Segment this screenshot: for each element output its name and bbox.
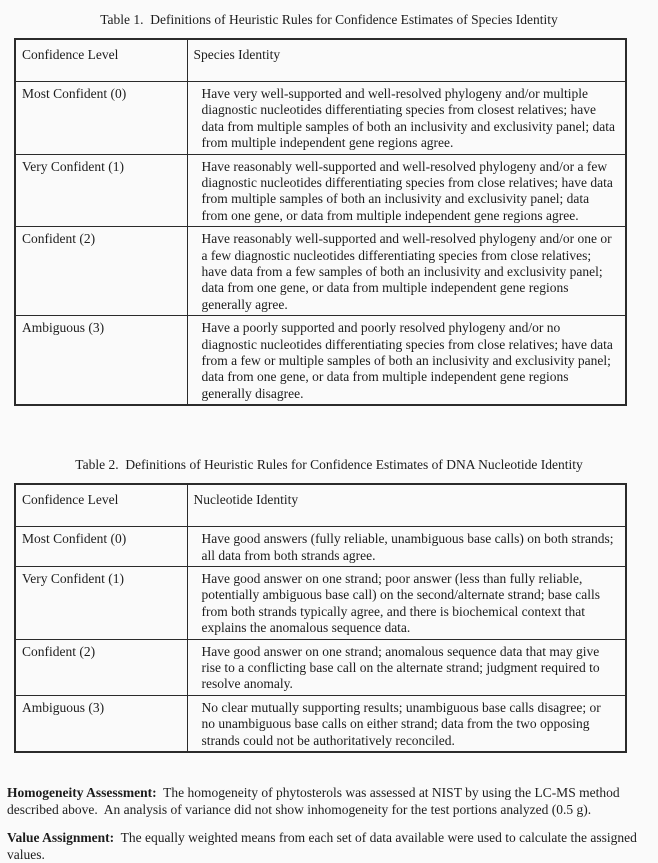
table-row: [15, 39, 626, 82]
value-assignment-note: [7, 830, 651, 863]
confidence-level-cell: Confident (2): [15, 639, 187, 695]
table-1-title: Table 1. Definitions of Heuristic Rules for Confidence Estimates of Species Identity: [100, 12, 558, 27]
confidence-level-cell: Very Confident (1): [15, 154, 187, 227]
table-2-body: [15, 527, 626, 752]
table-1-body: [15, 81, 626, 405]
table-row: [15, 695, 626, 752]
table-row: [15, 527, 626, 567]
table-2-title: Table 2. Definitions of Heuristic Rules for Confidence Estimates of DNA Nucleotide Identity: [75, 457, 583, 473]
definition-cell: Have reasonably well-supported and well-resolved phylogeny and/or one or a few diagnostic nucleotides differentiating species from close relatives; have data from a few samples of both an inclusivity and exclusivity panel; data from one gene, or data from multiple independent gene regions generally agree.: [187, 227, 626, 316]
confidence-level-cell: Ambiguous (3): [15, 695, 187, 752]
note-label: Homogeneity Assessment:: [7, 785, 157, 800]
notes-section: [7, 785, 651, 863]
table-row: [15, 639, 626, 695]
table-row: [15, 566, 626, 639]
table-row: [15, 227, 626, 316]
definition-cell: Have a poorly supported and poorly resolved phylogeny and/or no diagnostic nucleotides differentiating species from close relatives; have data from a few or multiple samples of both an inclusivity and exclusivity panel; data from one gene, or data from multiple independent gene regions generally disagree.: [187, 316, 626, 406]
column-header-confidence-level: Confidence Level: [15, 39, 187, 82]
confidence-level-cell: Confident (2): [15, 227, 187, 316]
definition-cell: Have good answers (fully reliable, unambiguous base calls) on both strands; all data from both strands agree.: [187, 527, 626, 567]
definition-cell: Have good answer on one strand; anomalous sequence data that may give rise to a conflicting base call on the alternate strand; judgment required to resolve anomaly.: [187, 639, 626, 695]
column-header-confidence-level: Confidence Level: [15, 484, 187, 527]
note-text: The homogeneity of phytosterols was assessed at NIST by using the LC-MS method described above. An analysis of variance did not show inhomogeneity for the test portions analyzed (0.5 g).: [7, 785, 623, 817]
definition-cell: Have very well-supported and well-resolved phylogeny and/or multiple diagnostic nucleotides differentiating species from closest relatives; have data from multiple samples of both an inclusivity and exclusivity panel; data from multiple independent gene regions agree.: [187, 81, 626, 154]
table-2-header: [15, 484, 626, 527]
definition-cell: No clear mutually supporting results; unambiguous base calls disagree; or no unambiguous base calls on either strand; data from the two opposing strands could not be authoritatively reconciled.: [187, 695, 626, 752]
column-header-nucleotide-identity: Nucleotide Identity: [187, 484, 626, 527]
definition-cell: Have reasonably well-supported and well-resolved phylogeny and/or a few diagnostic nucleotides differentiating species from close relatives; have data from multiple samples of both an inclusivity and exclusivity panel; data from one gene, or data from multiple independent gene regions agree.: [187, 154, 626, 227]
confidence-level-cell: Very Confident (1): [15, 566, 187, 639]
note-label: Value Assignment:: [7, 830, 115, 846]
definition-cell: Have good answer on one strand; poor answer (less than fully reliable, potentially ambiguous base call) on the second/alternate strand; base calls from both strands typically agree, and there is biochemical context that explains the anomalous sequence data.: [187, 566, 626, 639]
table-row: [15, 484, 626, 527]
confidence-level-cell: Most Confident (0): [15, 81, 187, 154]
column-header-species-identity: Species Identity: [187, 39, 626, 82]
table-row: [15, 316, 626, 406]
note-text: The equally weighted means from each set of data available were used to calculate the assigned values.: [7, 830, 641, 862]
table-1-header: [15, 39, 626, 82]
confidence-level-cell: Ambiguous (3): [15, 316, 187, 406]
table-row: [15, 154, 626, 227]
confidence-level-cell: Most Confident (0): [15, 527, 187, 567]
species-identity-table: [14, 38, 627, 407]
table-row: [15, 81, 626, 154]
nucleotide-identity-table: [14, 483, 627, 753]
